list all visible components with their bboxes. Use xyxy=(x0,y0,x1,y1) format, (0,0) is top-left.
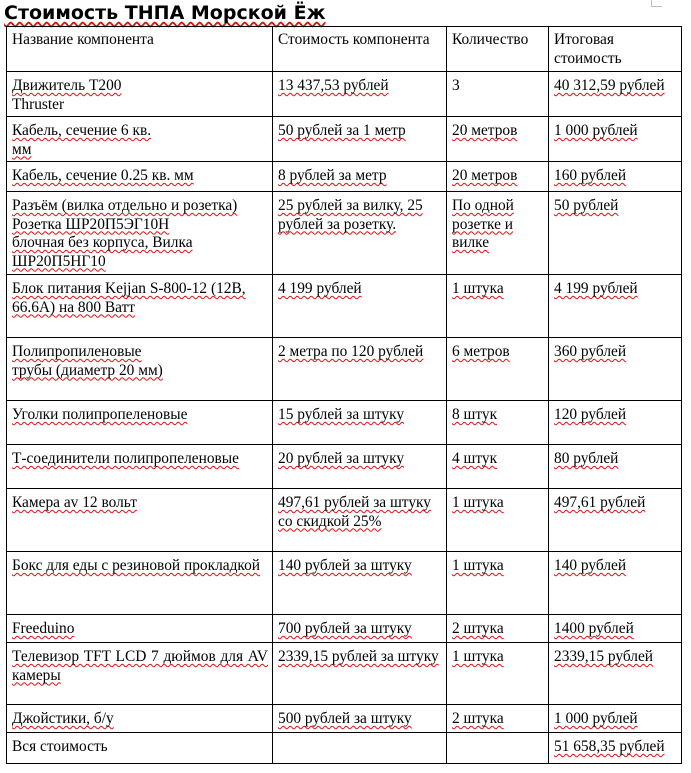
cell-name-line: блочная без корпуса, Вилка ШР20П5НГ10 xyxy=(12,234,193,270)
table-row xyxy=(7,705,682,733)
cost-table xyxy=(6,26,682,764)
cell-total-text: 1 000 рублей xyxy=(554,710,638,727)
cell-name-text: Бокс для еды с резиновой прокладкой xyxy=(12,557,261,574)
table-row xyxy=(7,162,682,192)
cell-name-text: Блок питания Kejjan S-800-12 (12В, 66.6А) на 800 Ватт xyxy=(12,280,246,316)
cell-cost xyxy=(273,489,447,552)
cell-total-text: 50 рублей xyxy=(554,197,619,214)
cell-total-text: 360 рублей xyxy=(554,343,627,360)
cell-qty xyxy=(447,615,549,643)
cell-name xyxy=(7,338,273,401)
cell-qty-text: 4 штук xyxy=(452,450,498,467)
cell-qty-text: 2 штука xyxy=(452,710,504,727)
cell-name xyxy=(7,162,273,192)
cell-qty-text: 20 метров xyxy=(452,167,518,184)
cell-name xyxy=(7,615,273,643)
table-header-row xyxy=(7,27,682,72)
cell-name xyxy=(7,445,273,489)
table-row xyxy=(7,72,682,117)
cell-qty-text: 6 метров xyxy=(452,343,510,360)
cell-total xyxy=(549,192,682,275)
cell-cost-text: 497,61 рублей за штуку со скидкой 25% xyxy=(278,494,431,530)
cell-cost xyxy=(273,615,447,643)
cell-total-text: 120 рублей xyxy=(554,406,627,423)
cell-total-text: 160 рублей xyxy=(554,167,627,184)
cell-name-line: Движитель T200 xyxy=(12,77,122,94)
cell-qty-text: 2 штука xyxy=(452,620,504,637)
summary-cell-qty xyxy=(447,733,549,764)
cell-name xyxy=(7,489,273,552)
cell-qty xyxy=(447,705,549,733)
cell-name xyxy=(7,72,273,117)
cell-cost-text: 15 рублей за штуку xyxy=(278,406,405,423)
cell-name-line: трубы (диаметр 20 мм) xyxy=(12,361,163,379)
cell-qty xyxy=(447,552,549,615)
cell-qty xyxy=(447,643,549,705)
table-row xyxy=(7,338,682,401)
table-row xyxy=(7,401,682,445)
cell-name xyxy=(7,275,273,338)
cell-qty xyxy=(447,401,549,445)
cell-total xyxy=(549,489,682,552)
cell-cost xyxy=(273,192,447,275)
cell-qty-text: 1 штука xyxy=(452,280,504,297)
table-row xyxy=(7,552,682,615)
cell-name-text: Т-соединители полипропеленовые xyxy=(12,450,239,467)
table-row xyxy=(7,615,682,643)
cell-total-text: 1 000 рублей xyxy=(554,122,638,139)
cell-qty-text: 1 штука xyxy=(452,557,504,574)
cell-total-text: 80 рублей xyxy=(554,450,619,467)
cell-cost xyxy=(273,72,447,117)
cell-cost-text: 700 рублей за штуку xyxy=(278,620,412,637)
cell-total xyxy=(549,338,682,401)
cell-cost xyxy=(273,445,447,489)
cell-cost-text: 2339,15 рублей за штуку xyxy=(278,648,439,665)
cell-cost-text: 50 рублей за 1 метр xyxy=(278,122,406,139)
cell-total xyxy=(549,445,682,489)
cell-cost xyxy=(273,162,447,192)
cell-name-text: Уголки полипропеленовые xyxy=(12,406,188,423)
cell-total xyxy=(549,643,682,705)
cell-qty-text: 1 штука xyxy=(452,648,504,665)
cell-qty xyxy=(447,445,549,489)
cell-name-text: Freeduino xyxy=(12,620,75,637)
page-title: Стоимость ТНПА Морской Ёж xyxy=(4,2,326,24)
cell-qty-text: По одной розетке и вилке xyxy=(452,197,514,251)
cell-cost xyxy=(273,275,447,338)
cell-name-line: Разъём (вилка отдельно и розетка) Розетка ШР20П5ЭГ10Н xyxy=(12,197,238,233)
cell-name xyxy=(7,705,273,733)
cell-cost xyxy=(273,338,447,401)
table-row xyxy=(7,117,682,162)
cell-cost xyxy=(273,705,447,733)
cell-total xyxy=(549,705,682,733)
cell-cost-text: 2 метра по 120 рублей xyxy=(278,343,424,360)
header-cell-name: Название компонента xyxy=(7,27,273,72)
cell-qty xyxy=(447,117,549,162)
cell-qty-text: 20 метров xyxy=(452,122,518,139)
cell-total xyxy=(549,117,682,162)
cell-cost-text: 8 рублей за метр xyxy=(278,167,387,184)
cell-name-text: Камера av 12 вольт xyxy=(12,494,137,511)
cell-cost-text: 500 рублей за штуку xyxy=(278,710,412,727)
header-cell-qty: Количество xyxy=(447,27,549,72)
cell-name xyxy=(7,192,273,275)
cell-qty xyxy=(447,192,549,275)
cell-name-text: Кабель, сечение 0.25 кв. мм xyxy=(12,167,194,184)
cell-qty xyxy=(447,275,549,338)
cell-name-text: Джойстики, б/у xyxy=(12,710,114,727)
summary-cell-name: Вся стоимость xyxy=(7,733,273,764)
cell-total xyxy=(549,72,682,117)
table-row xyxy=(7,275,682,338)
cell-cost xyxy=(273,643,447,705)
summary-cell-total xyxy=(549,733,682,764)
cell-total-text: 40 312,59 рублей xyxy=(554,77,665,94)
cell-qty xyxy=(447,489,549,552)
cell-total-text: 2339,15 рублей xyxy=(554,648,654,665)
cell-cost-text: 25 рублей за вилку, 25 рублей за розетку. xyxy=(278,197,423,233)
cell-cost-text: 20 рублей за штуку xyxy=(278,450,405,467)
cell-name xyxy=(7,552,273,615)
cell-total-text: 4 199 рублей xyxy=(554,280,638,297)
summary-cell-cost xyxy=(273,733,447,764)
cell-total-text: 1400 рублей xyxy=(554,620,634,637)
cell-qty xyxy=(447,162,549,192)
cell-name xyxy=(7,117,273,162)
cell-total xyxy=(549,401,682,445)
table-summary-row xyxy=(7,733,682,764)
cell-total xyxy=(549,552,682,615)
cell-total xyxy=(549,615,682,643)
cell-name-text: Телевизор TFT LCD 7 дюймов для AV камеры xyxy=(12,648,268,684)
cell-name xyxy=(7,643,273,705)
cell-cost xyxy=(273,401,447,445)
cell-qty xyxy=(447,338,549,401)
cell-cost-text: 4 199 рублей xyxy=(278,280,362,297)
cell-total-text: 497,61 рублей xyxy=(554,494,646,511)
cell-name-line: Полипропиленовые xyxy=(12,343,142,360)
cell-name-line: мм xyxy=(12,140,32,158)
cell-cost xyxy=(273,552,447,615)
cell-qty-text: 1 штука xyxy=(452,494,504,511)
table-row xyxy=(7,192,682,275)
cell-name xyxy=(7,401,273,445)
table-row xyxy=(7,489,682,552)
cell-cost-text: 13 437,53 рублей xyxy=(278,77,389,94)
page-corner-mark xyxy=(651,0,662,7)
cell-total-text: 140 рублей xyxy=(554,557,627,574)
cell-name-line: Thruster xyxy=(12,95,65,113)
header-cell-cost: Стоимость компонента xyxy=(273,27,447,72)
cell-name-line: Кабель, сечение 6 кв. xyxy=(12,122,152,139)
cell-cost-text: 140 рублей за штуку xyxy=(278,557,412,574)
table-row xyxy=(7,643,682,705)
summary-total-text: 51 658,35 рублей xyxy=(554,738,665,755)
cell-total xyxy=(549,275,682,338)
cell-cost xyxy=(273,117,447,162)
cell-qty: 3 xyxy=(447,72,549,117)
header-cell-total: Итоговая стоимость xyxy=(549,27,682,72)
table-row xyxy=(7,445,682,489)
cell-qty-text: 8 штук xyxy=(452,406,498,423)
cell-total xyxy=(549,162,682,192)
